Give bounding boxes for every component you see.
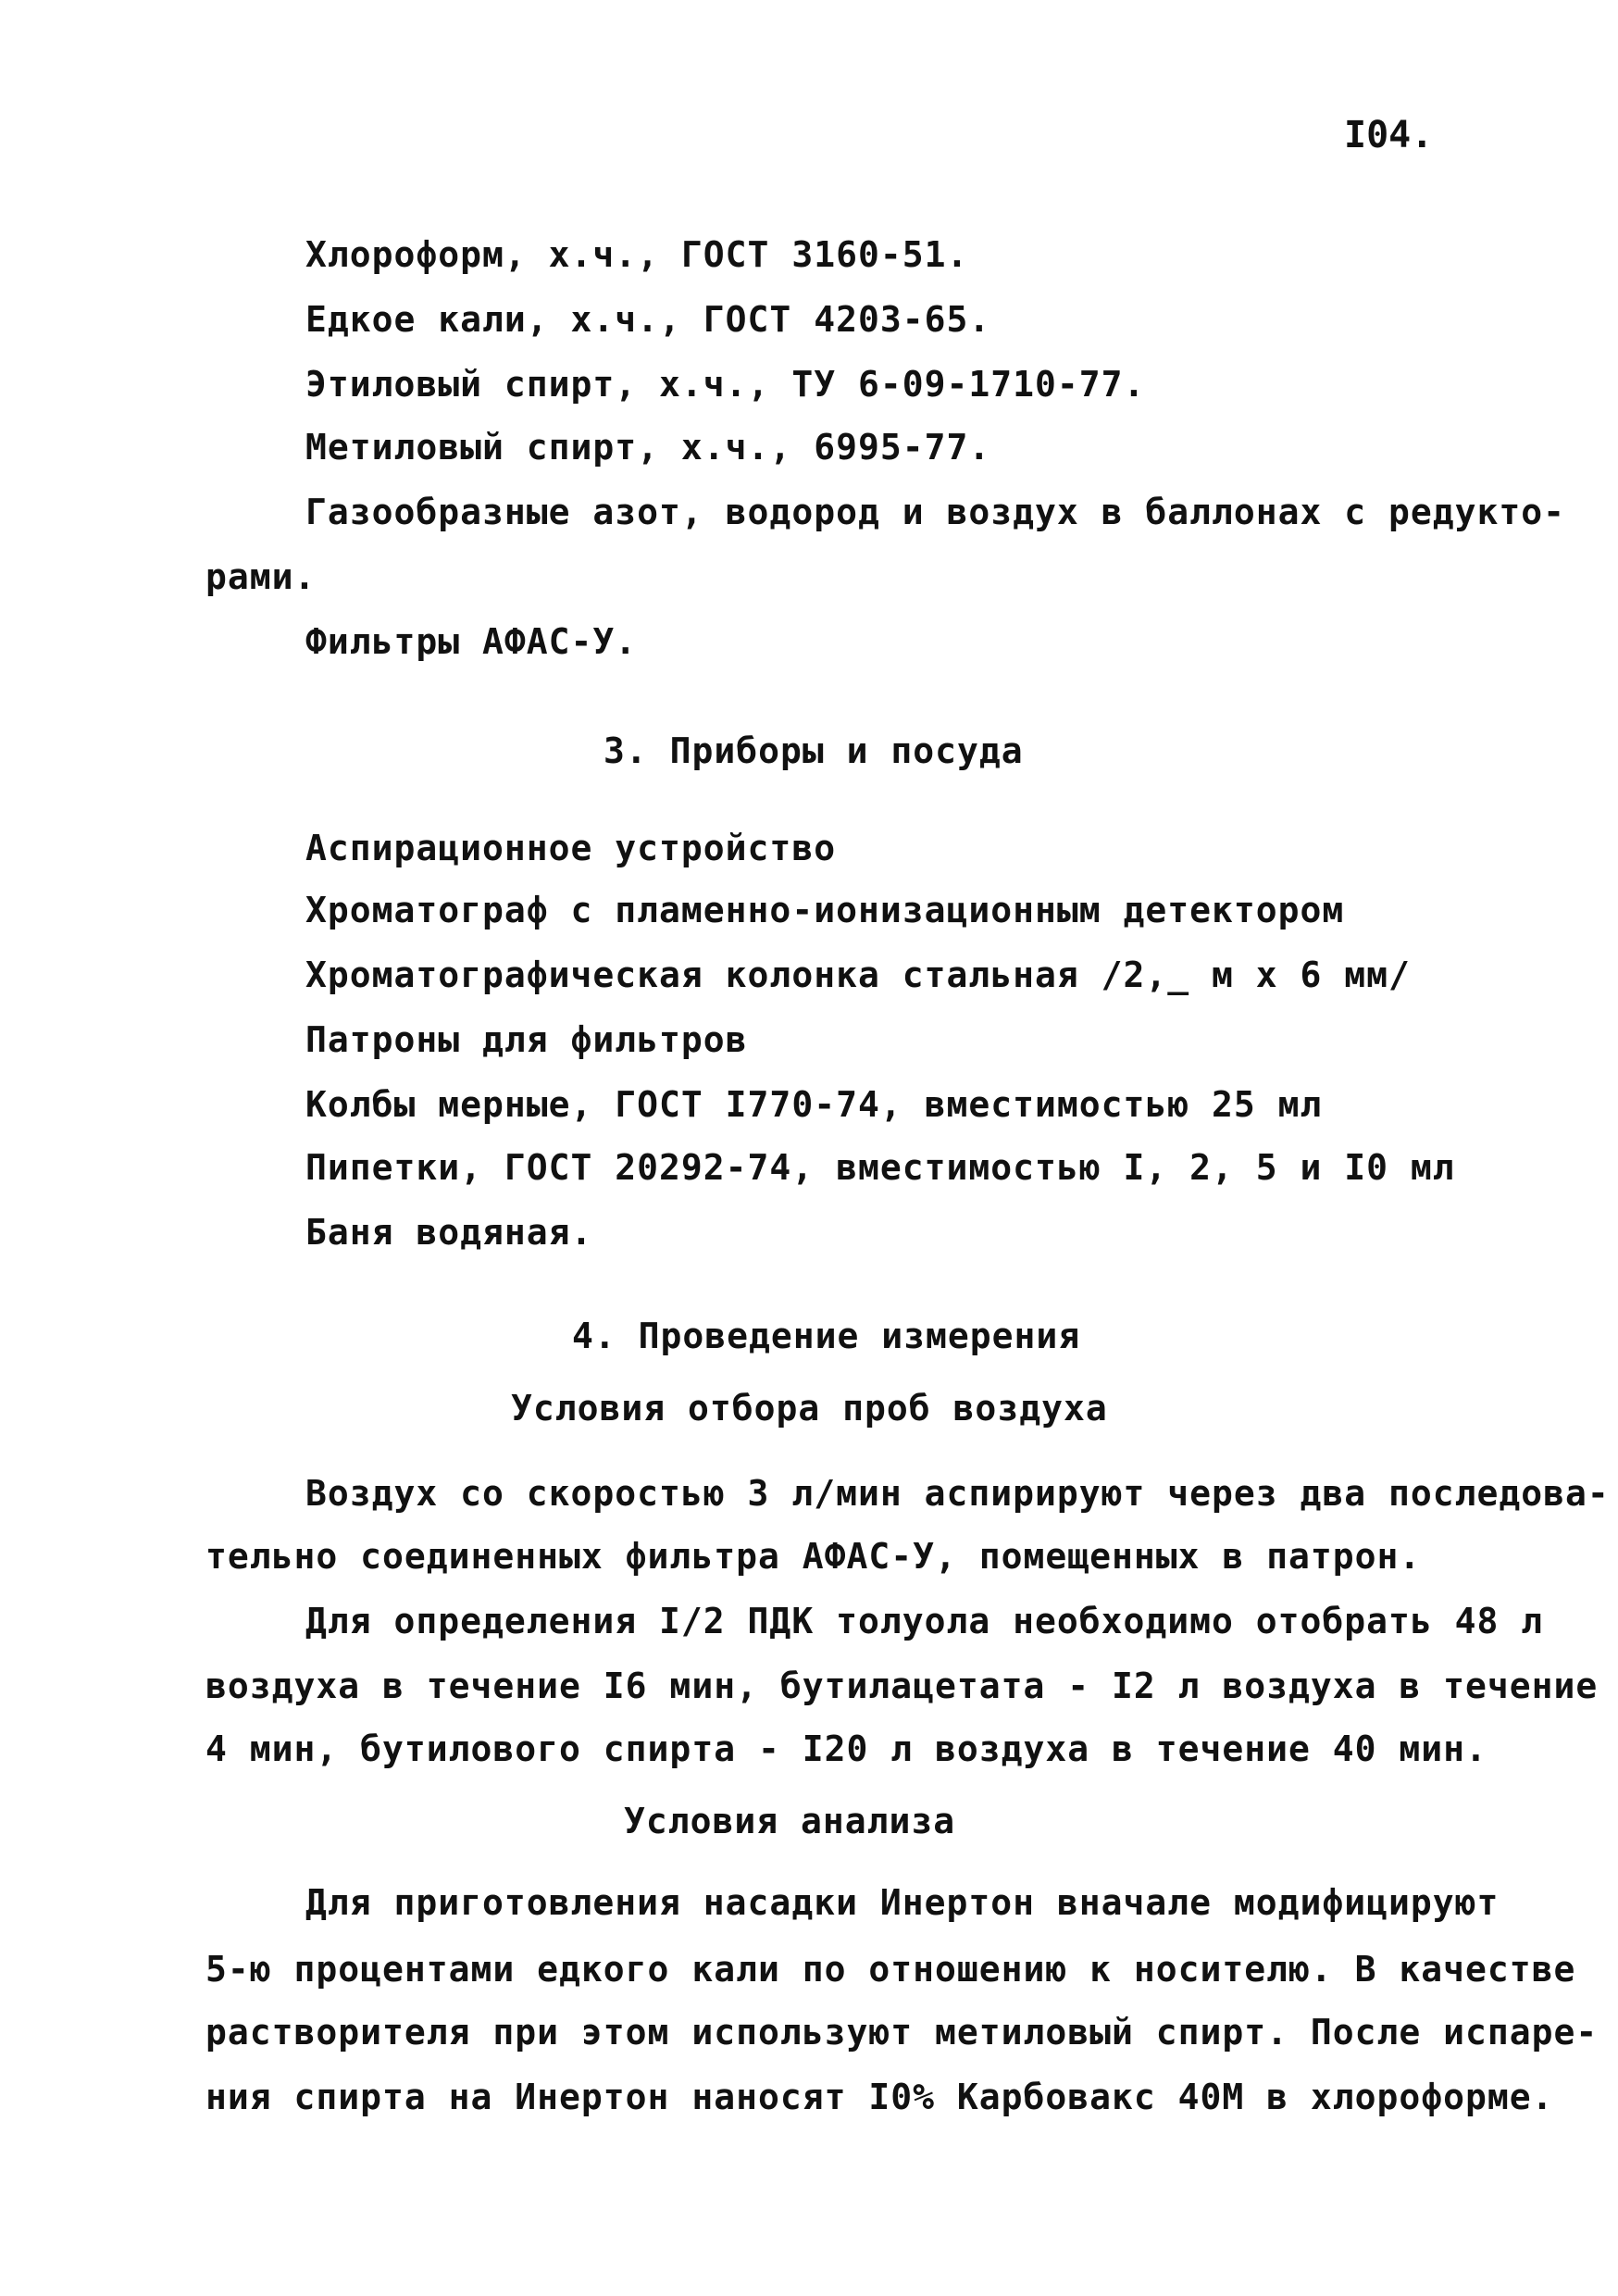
reagent-line: Хлороформ, х.ч., ГОСТ 3160-51. xyxy=(305,234,969,275)
equipment-item: Аспирационное устройство xyxy=(305,828,837,868)
paragraph-line: тельно соединенных фильтра АФАС-У, помещенных в патрон. xyxy=(205,1536,1422,1577)
subsection-heading: Условия анализа xyxy=(624,1801,956,1841)
paragraph-line: воздуха в течение I6 мин, бутилацетата - I2 л воздуха в течение xyxy=(205,1666,1599,1706)
paragraph-line: растворителя при этом используют метиловый спирт. После испаре- xyxy=(205,2012,1599,2053)
page-number: I04. xyxy=(1344,114,1434,156)
equipment-item: Баня водяная. xyxy=(305,1212,593,1253)
reagent-line: рами. xyxy=(205,556,317,597)
reagent-line: Едкое кали, х.ч., ГОСТ 4203-65. xyxy=(305,299,991,340)
paragraph-line: Воздух со скоростью 3 л/мин аспирируют через два последова- xyxy=(305,1473,1610,1514)
equipment-item: Колбы мерные, ГОСТ I770-74, вместимостью 25 мл xyxy=(305,1084,1323,1125)
equipment-item: Хроматограф с пламенно-ионизационным детектором xyxy=(305,890,1345,930)
paragraph-line: 4 мин, бутилового спирта - I20 л воздуха в течение 40 мин. xyxy=(205,1728,1487,1769)
subsection-heading: Условия отбора проб воздуха xyxy=(511,1388,1108,1429)
equipment-item: Пипетки, ГОСТ 20292-74, вместимостью I, 2, 5 и I0 мл xyxy=(305,1147,1455,1188)
paragraph-line: Для определения I/2 ПДК толуола необходимо отобрать 48 л xyxy=(305,1601,1544,1641)
section-heading: 4. Проведение измерения xyxy=(572,1316,1081,1356)
paragraph-line: 5-ю процентами едкого кали по отношению к носителю. В качестве xyxy=(205,1949,1576,1990)
reagent-line: Метиловый спирт, х.ч., 6995-77. xyxy=(305,427,991,468)
reagent-line: Фильтры АФАС-У. xyxy=(305,621,638,662)
equipment-item: Хроматографическая колонка стальная /2,_ м х 6 мм/ xyxy=(305,955,1411,995)
reagent-line: Этиловый спирт, х.ч., ТУ 6-09-1710-77. xyxy=(305,364,1146,405)
paragraph-line: ния спирта на Инертон наносят I0% Карбовакс 40М в хлороформе. xyxy=(205,2077,1554,2117)
reagent-line: Газообразные азот, водород и воздух в баллонах с редукто- xyxy=(305,492,1566,532)
equipment-item: Патроны для фильтров xyxy=(305,1019,748,1060)
paragraph-line: Для приготовления насадки Инертон вначале модифицируют xyxy=(305,1882,1500,1923)
section-heading: 3. Приборы и посуда xyxy=(604,730,1024,771)
